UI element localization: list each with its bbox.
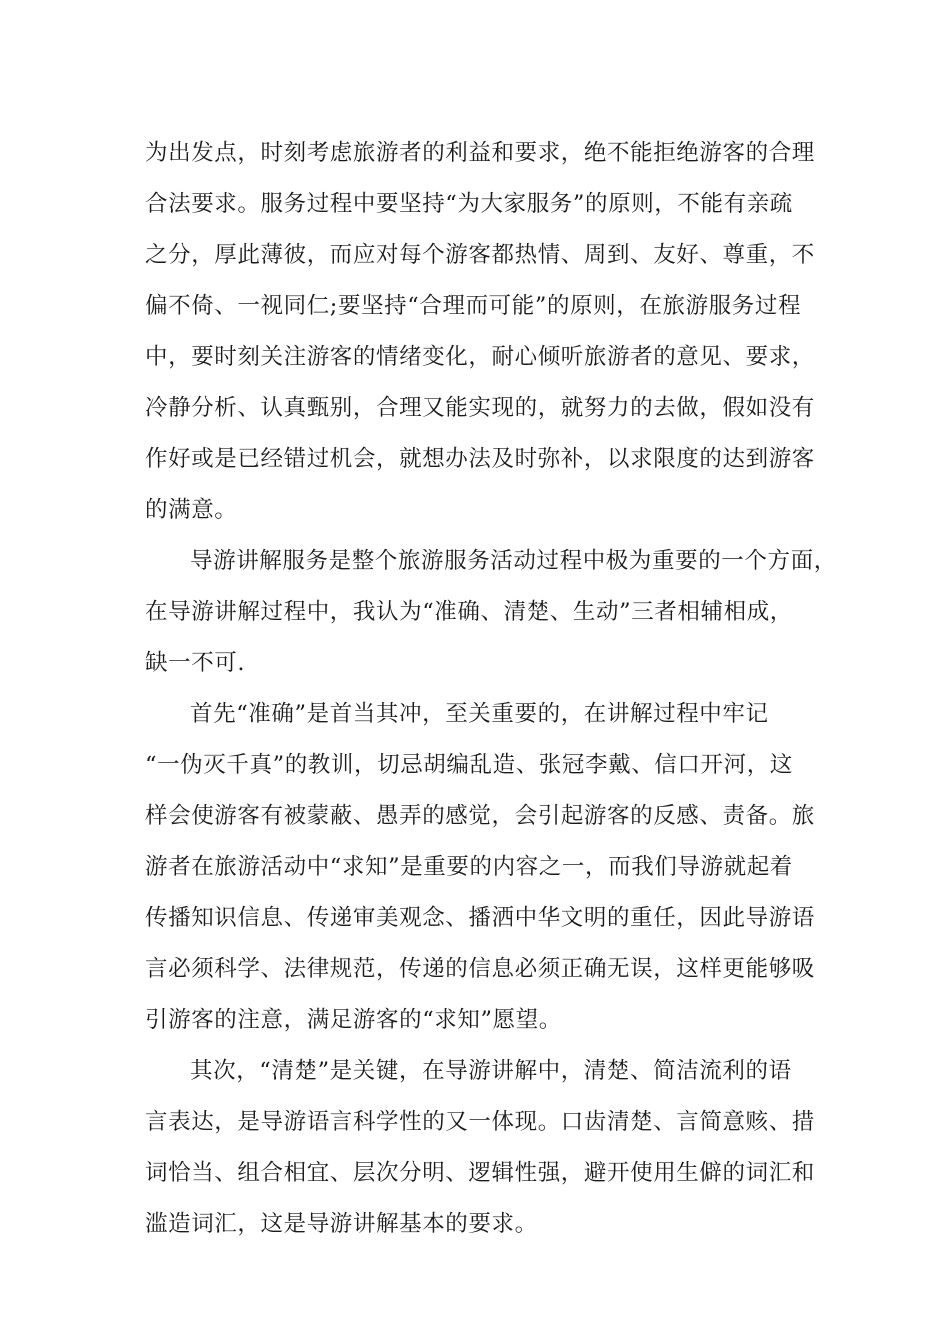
text-line: 冷静分析、认真甄别，合理又能实现的，就努力的去做，假如没有 <box>145 395 815 421</box>
text-line: 言必须科学、法律规范，传递的信息必须正确无误，这样更能够吸 <box>145 956 815 982</box>
text-line: 合法要求。服务过程中要坚持“为大家服务”的原则，不能有亲疏 <box>145 191 793 217</box>
text-line: 词恰当、组合相宜、层次分明、逻辑性强，避开使用生僻的词汇和 <box>145 1160 815 1186</box>
text-line: 为出发点，时刻考虑旅游者的利益和要求，绝不能拒绝游客的合理 <box>145 140 815 166</box>
text-line: 偏不倚、一视同仁;要坚持“合理而可能”的原则，在旅游服务过程 <box>145 293 802 319</box>
body-text <box>145 130 837 1252</box>
paragraph-first-line: 其次，“清楚”是关键，在导游讲解中，清楚、简洁流利的语 <box>190 1058 792 1084</box>
text-line: 游者在旅游活动中“求知”是重要的内容之一，而我们导游就起着 <box>145 854 793 880</box>
text-line: “一伪灭千真”的教训，切忌胡编乱造、张冠李戴、信口开河，这 <box>145 752 793 778</box>
text-line: 在导游讲解过程中，我认为“准确、清楚、生动”三者相辅相成， <box>145 599 793 625</box>
text-line: 中，要时刻关注游客的情绪变化，耐心倾听旅游者的意见、要求， <box>145 344 815 370</box>
text-line: 样会使游客有被蒙蔽、愚弄的感觉，会引起游客的反感、责备。旅 <box>145 803 815 829</box>
text-line: 传播知识信息、传递审美观念、播洒中华文明的重任，因此导游语 <box>145 905 815 931</box>
text-line: 的满意。 <box>145 497 238 523</box>
paragraph-first-line: 导游讲解服务是整个旅游服务活动过程中极为重要的一个方面， <box>190 548 837 574</box>
text-line: 缺一不可. <box>145 650 246 676</box>
text-line: 滥造词汇，这是导游讲解基本的要求。 <box>145 1211 538 1237</box>
text-line: 言表达，是导游语言科学性的又一体现。口齿清楚、言简意赅、措 <box>145 1109 815 1135</box>
text-line: 之分，厚此薄彼，而应对每个游客都热情、周到、友好、尊重，不 <box>145 242 815 268</box>
text-line: 作好或是已经错过机会，就想办法及时弥补，以求限度的达到游客 <box>145 446 815 472</box>
paragraph-first-line: 首先“准确”是首当其冲，至关重要的，在讲解过程中牢记 <box>190 701 769 727</box>
text-line: 引游客的注意，满足游客的“求知”愿望。 <box>145 1007 562 1033</box>
